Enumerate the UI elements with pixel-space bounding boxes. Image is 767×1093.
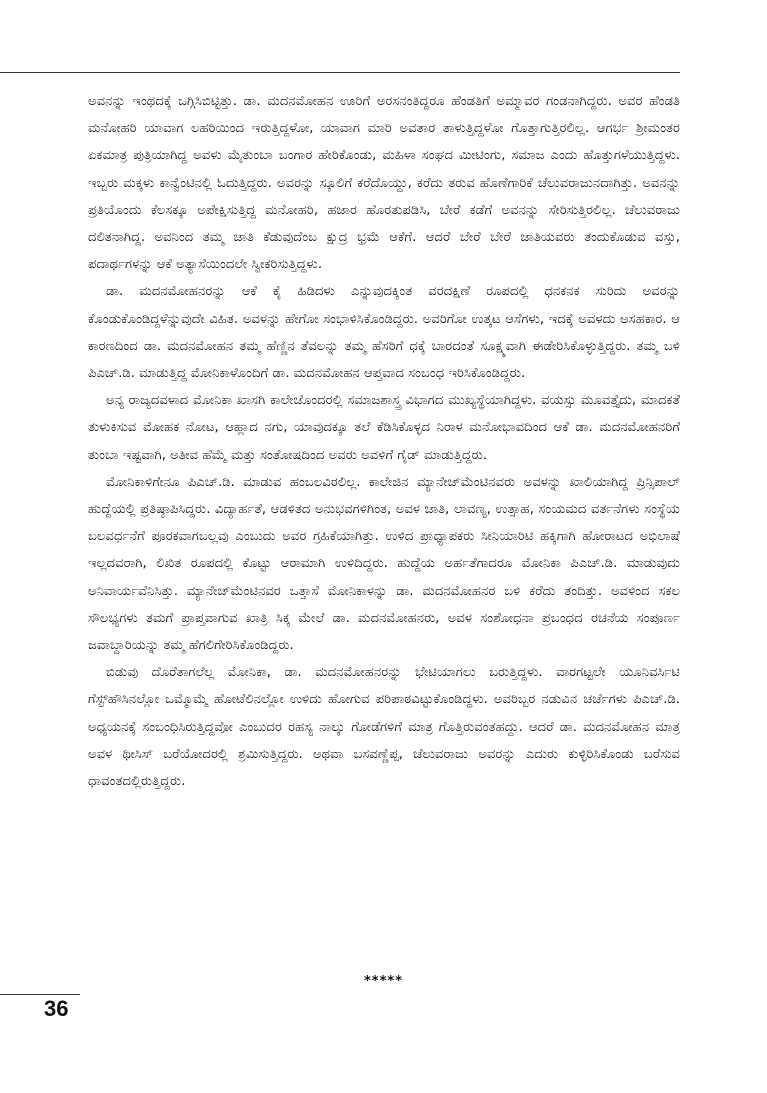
paragraph: ಡಾ. ಮದನಮೋಹನರನ್ನು ಆಕೆ ಕೈ ಹಿಡಿದಳು ಎನ್ನುವುದಕ್ಕಿಂತ ವರದಕ್ಷಿಣೆ ರೂಪದಲ್ಲಿ ಧನಕನಕ ಸುರಿದು ಅವರನ್ನು ಕೊಂಡುಕೊಂಡಿದ್ದಳೆನ್ನುವುದೇ ವಿಹಿತ. ಅವಳನ್ನು ಹೇಗೋ ಸಂಭಾಳಿಸಿಕೊಂಡಿದ್ದರು. ಅವರಿಗೋ ಉತ್ಕಟ ಆಸೆಗಳು, ಇದಕ್ಕೆ ಅವಳದು ಅಸಹಕಾರ. ಆ ಕಾರಣದಿಂದ ಡಾ. ಮದನಮೋಹನ ತಮ್ಮ ಹೆಣ್ಣಿನ ತೆವಲನ್ನು ತಮ್ಮ ಹೆಸರಿಗೆ ಧಕ್ಕೆ ಬಾರದಂತೆ ಸೂಕ್ಷ್ಮವಾಗಿ ಈಡೇರಿಸಿಕೊಳ್ಳುತ್ತಿದ್ದರು. ತಮ್ಮ ಬಳಿ ಪಿಎಚ್.ಡಿ. ಮಾಡುತ್ತಿದ್ದ ಮೋನಿಕಾಳೊಂದಿಗೆ ಡಾ. ಮದನಮೋಹನ ಆಪ್ತವಾದ ಸಂಬಂಧ ಇರಿಸಿಕೊಂಡಿದ್ದರು. (88, 284, 680, 382)
paragraph: ಬಿಡುವು ದೊರೆತಾಗಲೆಲ್ಲ ಮೋನಿಕಾ, ಡಾ. ಮದನಮೋಹನರನ್ನು ಭೇಟಿಯಾಗಲು ಬರುತ್ತಿದ್ದಳು. ವಾರಗಟ್ಟಲೇ ಯೂನಿವರ್ಸಿಟಿ ಗೆಸ್ಟ್‌ಹೌಸಿನಲ್ಲೋ ಒಮ್ಮೊಮ್ಮೆ ಹೋಟೆಲಿನಲ್ಲೋ ಉಳಿದು ಹೋಗುವ ಪರಿಪಾಠವಿಟ್ಟುಕೊಂಡಿದ್ದಳು. ಅವರಿಬ್ಬರ ನಡುವಿನ ಚರ್ಚೆಗಳು ಪಿಎಚ್.ಡಿ. ಅಧ್ಯಯನಕ್ಕೆ ಸಂಬಂಧಿಸಿರುತ್ತಿದ್ದವೋ ಎಂಬುದರ ರಹಸ್ಯ ನಾಲ್ಕು ಗೋಡೆಗಳಿಗೆ ಮಾತ್ರ ಗೊತ್ತಿರುವಂತಹದ್ದು. ಆದರೆ ಡಾ. ಮದನಮೋಹನ ಮಾತ್ರ ಅವಳ ಥೀಸಿಸ್ ಬರೆಯೋದರಲ್ಲಿ ಶ್ರಮಿಸುತ್ತಿದ್ದರು. ಅಥವಾ ಬಸವಣ್ಣೆಪ್ಪ, ಚೆಲುವರಾಜು ಅವರನ್ನು ಎದುರು ಕುಳ್ಳಿರಿಸಿಕೊಂಡು ಬರೆಸುವ ಧಾವಂತದಲ್ಲಿರುತ್ತಿದ್ದರು. (88, 665, 680, 790)
paragraph: ಅವನನ್ನು ಇಂಥದಕ್ಕೆ ಒಗ್ಗಿಸಿಬಿಟ್ಟಿತ್ತು. ಡಾ. ಮದನಮೋಹನ ಊರಿಗೆ ಅರಸನಂತಿದ್ದರೂ ಹೆಂಡತಿಗೆ ಅಮ್ಮಾವರ ಗಂಡನಾಗಿದ್ದರು. ಅವರ ಹೆಂಡತಿ ಮನೋಹರಿ ಯಾವಾಗ ಲಹರಿಯಿಂದ ಇರುತ್ತಿದ್ದಳೋ, ಯಾವಾಗ ಮಾರಿ ಅವತಾರ ತಾಳುತ್ತಿದ್ದಳೋ ಗೊತ್ತಾಗುತ್ತಿರಲಿಲ್ಲ. ಆಗರ್ಭ ಶ್ರೀಮಂತರ ಏಕಮಾತ್ರ ಪುತ್ರಿಯಾಗಿದ್ದ ಅವಳು ಮೈತುಂಬಾ ಬಂಗಾರ ಹೇರಿಕೊಂಡು, ಮಹಿಳಾ ಸಂಘದ ಮೀಟಿಂಗು, ಸಮಾಜ ಎಂದು ಹೊತ್ತುಗಳೆಯುತ್ತಿದ್ದಳು. ಇಬ್ಬರು ಮಕ್ಕಳು ಕಾನ್ವೆಂಟಿನಲ್ಲಿ ಓದುತ್ತಿದ್ದರು. ಅವರನ್ನು ಸ್ಕೂಲಿಗೆ ಕರೆದೊಯ್ದು, ಕರೆದು ತರುವ ಹೊಣೆಗಾರಿಕೆ ಚೆಲುವರಾಜುನದಾಗಿತ್ತು. ಅವನನ್ನು ಪ್ರತಿಯೊಂದು ಕೆಲಸಕ್ಕೂ ಅಪೇಕ್ಷಿಸುತ್ತಿದ್ದ ಮನೋಹರಿ, ಹಜಾರ ಹೊರತುಪಡಿಸಿ, ಬೇರೆ ಕಡೆಗೆ ಅವನನ್ನು ಸೇರಿಸುತ್ತಿರಲಿಲ್ಲ. ಚೆಲುವರಾಜು ದಲಿತನಾಗಿದ್ದ. ಅವನಿಂದ ತಮ್ಮ ಜಾತಿ ಕೆಡುವುದೆಂಬ ಕ್ಷುದ್ರ ಭ್ರಮೆ ಆಕೆಗೆ. ಆದರೆ ಬೇರೆ ಬೇರೆ ಜಾತಿಯವರು ತಂದುಕೊಡುವ ವಸ್ತು, ಪದಾರ್ಥಗಳನ್ನು ಆಕೆ ಅತ್ಯಾಸೆಯಿಂದಲೇ ಸ್ವೀಕರಿಸುತ್ತಿದ್ದಳು. (88, 94, 680, 273)
top-rule (0, 72, 680, 73)
paragraph: ಮೋನಿಕಾಳಿಗೇನೂ ಪಿಎಚ್.ಡಿ. ಮಾಡುವ ಹಂಬಲವಿರಲಿಲ್ಲ. ಕಾಲೇಜಿನ ಮ್ಯಾನೇಜ್‌ಮೆಂಟಿನವರು ಅವಳನ್ನು ಖಾಲಿಯಾಗಿದ್ದ ಪ್ರಿನ್ಸಿಪಾಲ್ ಹುದ್ದೆಯಲ್ಲಿ ಪ್ರತಿಷ್ಠಾಪಿಸಿದ್ದರು. ವಿದ್ಯಾರ್ಹತೆ, ಆಡಳಿತದ ಅನುಭವಗಳಿಗಿಂತ, ಅವಳ ಜಾತಿ, ಲಾವಣ್ಯ, ಉತ್ಸಾಹ, ಸಂಯಮದ ವರ್ತನೆಗಳು ಸಂಸ್ಥೆಯ ಬಲವರ್ಧನೆಗೆ ಪೂರಕವಾಗಬಲ್ಲವು ಎಂಬುದು ಅವರ ಗ್ರಹಿಕೆಯಾಗಿತ್ತು. ಉಳಿದ ಪ್ರಾಧ್ಯಾಪಕರು ಸೀನಿಯಾರಿಟಿ ಹಕ್ಕಿಗಾಗಿ ಹೋರಾಟದ ಅಭಿಲಾಷೆ ಇಲ್ಲದವರಾಗಿ, ಲಿಖಿತ ರೂಪದಲ್ಲಿ ಕೊಟ್ಟು ಆರಾಮಾಗಿ ಉಳಿದಿದ್ದರು. ಹುದ್ದೆಯ ಅರ್ಹತೆಗಾದರೂ ಮೋನಿಕಾ ಪಿಎಚ್.ಡಿ. ಮಾಡುವುದು ಅನಿವಾರ್ಯವೆನಿಸಿತ್ತು. ಮ್ಯಾನೇಜ್‌ಮೆಂಟಿನವರ ಒತ್ತಾಸೆ ಮೋನಿಕಾಳನ್ನು ಡಾ. ಮದನಮೋಹನರ ಬಳಿ ಕರೆದು ತಂದಿತ್ತು. ಅವಳಿಂದ ಸಕಲ ಸೌಲಭ್ಯಗಳು ತಮಗೆ ಪ್ರಾಪ್ತವಾಗುವ ಖಾತ್ರಿ ಸಿಕ್ಕ ಮೇಲೆ ಡಾ. ಮದನಮೋಹನರು, ಅವಳ ಸಂಶೋಧನಾ ಪ್ರಬಂಧದ ರಚನೆಯ ಸಂಪೂರ್ಣ ಜವಾಬ್ದಾರಿಯನ್ನು ತಮ್ಮ ಹೆಗಲಿಗೇರಿಸಿಕೊಂಡಿದ್ದರು. (88, 474, 680, 654)
page-number: 36 (44, 996, 69, 1021)
paragraph: ಅನ್ಯ ರಾಜ್ಯದವಳಾದ ಮೋನಿಕಾ ಖಾಸಗಿ ಕಾಲೇಜೊಂದರಲ್ಲಿ ಸಮಾಜಶಾಸ್ತ್ರ ವಿಭಾಗದ ಮುಖ್ಯಸ್ಥೆಯಾಗಿದ್ದಳು. ವಯಸ್ಸು ಮೂವತ್ತೈದು, ಮಾದಕತೆ ತುಳುಕಿಸುವ ಮೋಹಕ ನೋಟ, ಆಹ್ಲಾದ ನಗು, ಯಾವುದಕ್ಕೂ ತಲೆ ಕೆಡಿಸಿಕೊಳ್ಳದ ನಿರಾಳ ಮನೋಭಾವದಿಂದ ಆಕೆ ಡಾ. ಮದನಮೋಹನರಿಗೆ ತುಂಬಾ ಇಷ್ಟವಾಗಿ, ಅತೀವ ಹೆಮ್ಮೆ ಮತ್ತು ಸಂತೋಷದಿಂದ ಅವರು ಅವಳಿಗೆ ಗೈಡ್ ಮಾಡುತ್ತಿದ್ದರು. (88, 393, 680, 463)
section-separator: ***** (364, 974, 403, 989)
page-body (88, 88, 680, 795)
